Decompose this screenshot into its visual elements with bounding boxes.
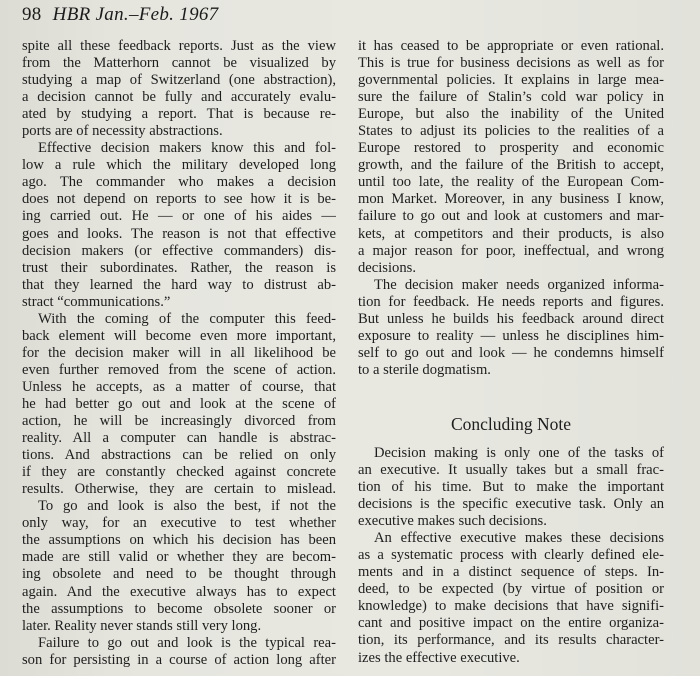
text-line: it has ceased to be appropriate or even rational. xyxy=(358,38,664,54)
text-line: cant and positive impact on the entire organiza- xyxy=(358,615,664,632)
section-heading: Concluding Note xyxy=(450,413,572,434)
text-line: ated by studying a report. That is because re- xyxy=(22,106,336,123)
text-line: even further removed from the scene of action. xyxy=(22,361,336,378)
text-line: izes the effective executive. xyxy=(358,649,520,666)
text-line: he had better go out and look at the scene of xyxy=(22,395,336,412)
text-line: failure to go out and look at customers and mar- xyxy=(358,208,664,225)
text-line: self to go out and look — he condemns himself xyxy=(358,344,664,361)
text-line: trust their subordinates. Rather, the reason is xyxy=(22,259,336,276)
text-line: son for persisting in a course of action long after xyxy=(22,651,336,668)
journal-issue: HBR Jan.–Feb. 1967 xyxy=(52,4,219,25)
text-line: from the Matterhorn cannot be visualized by xyxy=(22,55,336,72)
text-line: a decision cannot be fully and accurately evalu- xyxy=(22,89,336,106)
page-number: 98 xyxy=(22,4,42,25)
text-line: made are still valid or whether they are becom- xyxy=(22,549,336,566)
text-line: executive makes such decisions. xyxy=(358,513,547,530)
concluding-note-text xyxy=(358,445,664,667)
running-head xyxy=(22,4,218,26)
text-line: does not depend on reports to see how it is be- xyxy=(22,191,336,208)
text-line: ago. The commander who makes a decision xyxy=(22,174,336,191)
text-line: ports are of necessity abstractions. xyxy=(22,123,223,140)
text-line: tions. And abstractions can be relied on only xyxy=(22,447,336,464)
text-line: knowledge) to make decisions that have signifi- xyxy=(358,598,664,615)
text-line: But unless he builds his feedback around direct xyxy=(358,310,664,327)
text-line: decisions. xyxy=(358,259,416,276)
text-line: the assumptions to become obsolete sooner or xyxy=(22,600,336,617)
text-line: The decision maker needs organized informa- xyxy=(374,276,664,293)
text-line: Europe restored to prosperity and economic xyxy=(358,140,664,157)
text-line: exposure to reality — unless he disciplines him- xyxy=(358,327,664,344)
text-line: With the coming of the computer this feed- xyxy=(38,310,336,327)
text-line: for the decision maker will in all likelihood be xyxy=(22,344,336,361)
text-line: stract “communications.” xyxy=(22,293,171,310)
right-column xyxy=(358,38,664,667)
text-line: Unless he accepts, as a matter of course, that xyxy=(22,378,336,395)
text-line: if they are constantly checked against concrete xyxy=(22,464,336,481)
text-line: growth, and the failure of the British to accept, xyxy=(358,157,664,174)
text-line: tion, its performance, and its results character- xyxy=(358,632,664,649)
text-line: Effective decision makers know this and fol- xyxy=(38,140,336,157)
text-line: To go and look is also the best, if not the xyxy=(38,498,336,515)
text-line: back element will become even more important, xyxy=(22,327,336,344)
text-line: Europe, but also the inability of the United xyxy=(358,106,664,123)
text-line: ments and in a distinct sequence of steps. In- xyxy=(358,564,664,581)
text-line: to a sterile dogmatism. xyxy=(358,361,491,378)
text-line: kets, at competitors and their products, is also xyxy=(358,225,664,242)
text-line: mon Market. Moreover, in any business I know, xyxy=(358,191,664,208)
text-line: tion for feedback. He needs reports and figures. xyxy=(358,293,664,310)
text-line: reality. All a computer can handle is abstrac- xyxy=(22,430,336,447)
text-line: low a rule which the military developed long xyxy=(22,157,336,174)
text-line: studying a map of Switzerland (one abstraction), xyxy=(22,72,336,89)
text-line: ing carried out. He — or one of his aides — xyxy=(22,208,336,225)
text-line: again. And the executive always has to expect xyxy=(22,583,336,600)
text-line: sure the failure of Stalin’s cold war policy in xyxy=(358,89,664,106)
text-line: governmental policies. It explains in large mea- xyxy=(358,72,664,89)
text-line: a major reason for poor, ineffectual, and wrong xyxy=(358,242,664,259)
text-line: This is true for business decisions as well as for xyxy=(358,55,664,72)
text-line: action, he will be increasingly divorced from xyxy=(22,413,336,430)
text-line: ing obsolete and need to be thought through xyxy=(22,566,336,583)
text-line: goes and looks. The reason is not that effective xyxy=(22,225,336,242)
right-column-text xyxy=(358,38,664,379)
left-column xyxy=(22,38,336,669)
text-line: an executive. It usually takes but a small frac- xyxy=(358,461,664,478)
text-line: as a systematic process with clearly defined ele- xyxy=(358,547,664,564)
text-line: tion of his time. But to make the important xyxy=(358,479,664,496)
text-line: only way, for an executive to test whether xyxy=(22,515,336,532)
text-line: decisions is the specific executive task. Only an xyxy=(358,496,664,513)
text-line: the assumptions on which his decision has been xyxy=(22,532,336,549)
text-line: Decision making is only one of the tasks of xyxy=(374,444,664,461)
text-line: until too late, the reality of the European Com- xyxy=(358,174,664,191)
text-line: spite all these feedback reports. Just as the view xyxy=(22,38,336,54)
text-line: that they learned the hard way to distrust ab- xyxy=(22,276,336,293)
text-line: An effective executive makes these decisions xyxy=(374,530,664,547)
text-line: results. Otherwise, they are certain to mislead. xyxy=(22,481,336,498)
text-line: later. Reality never stands still very long. xyxy=(22,617,262,634)
heading-spacer xyxy=(358,379,664,413)
text-line: Failure to go out and look is the typical rea- xyxy=(38,634,336,651)
text-line: decision makers (or effective commanders) dis- xyxy=(22,242,336,259)
text-line: deed, to be expected (by virtue of position or xyxy=(358,581,664,598)
text-line: States to adjust its policies to the realities of a xyxy=(358,123,664,140)
